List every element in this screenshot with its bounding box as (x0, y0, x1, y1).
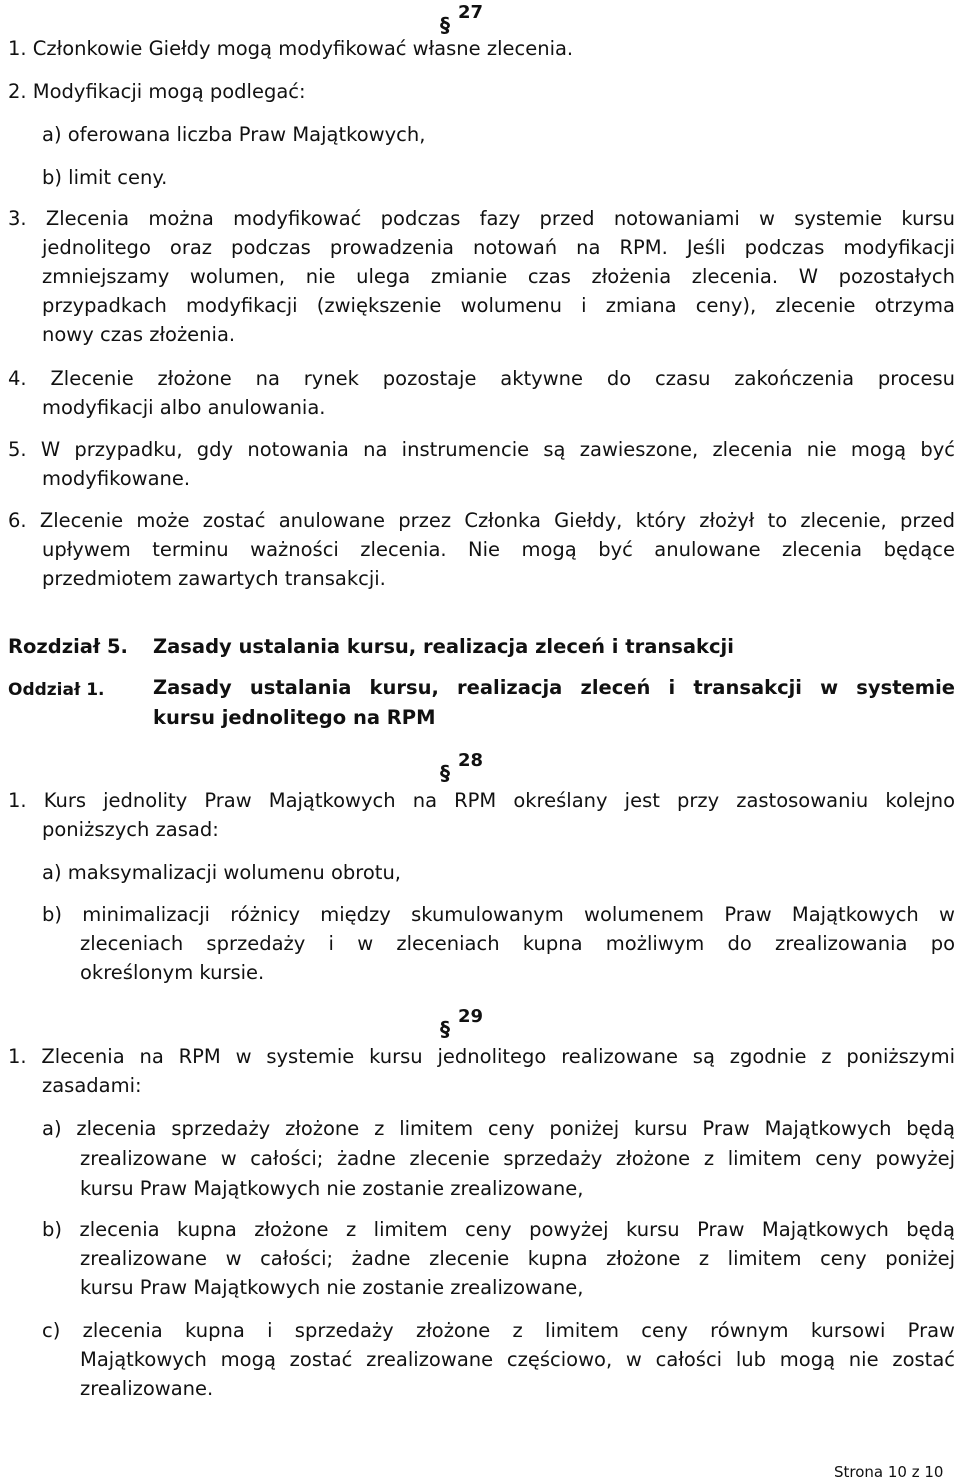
s27-item-2b: b) limit ceny. (42, 166, 168, 189)
s28-item-1a: a) maksymalizacji wolumenu obrotu, (42, 861, 402, 884)
s27-item-6-line1: 6. Zlecenie może zostać anulowane przez Członka Giełdy, który złożył to zlecenie, przed (8, 509, 955, 532)
chapter-title: Zasady ustalania kursu, realizacja zleceń i transakcji (153, 635, 734, 658)
s28-item-1-line1: 1. Kurs jednolity Praw Majątkowych na RPM określany jest przy zastosowaniu kolejno (8, 789, 955, 812)
s27-item-1: 1. Członkowie Giełdy mogą modyfikować własne zlecenia. (8, 37, 574, 60)
s27-item-5-line2: modyfikowane. (42, 467, 191, 490)
s28-item-1-line2: poniższych zasad: (42, 818, 219, 841)
s29-item-1b-line1: b) zlecenia kupna złożone z limitem ceny powyżej kursu Praw Majątkowych będą (42, 1218, 955, 1241)
s29-item-1a-line2: zrealizowane w całości; żadne zlecenie sprzedaży złożone z limitem ceny powyżej (80, 1147, 955, 1170)
s27-item-3-line5: nowy czas złożenia. (42, 323, 236, 346)
s27-item-3-line1: 3. Zlecenia można modyfikować podczas fazy przed notowaniami w systemie kursu (8, 207, 955, 230)
s27-item-3-line2: jednolitego oraz podczas prowadzenia notowań na RPM. Jeśli podczas modyfikacji (42, 236, 955, 259)
section-number: 29 (458, 1006, 484, 1027)
s27-item-2: 2. Modyfikacji mogą podlegać: (8, 80, 306, 103)
subsection-title-line1: Zasady ustalania kursu, realizacja zleceń i transakcji w systemie (153, 676, 955, 699)
s27-item-3-line4: przypadkach modyfikacji (zwiększenie wolumenu i zmiana ceny), zlecenie otrzyma (42, 294, 955, 317)
s29-item-1b-line2: zrealizowane w całości; żadne zlecenie kupna złożone z limitem ceny poniżej (80, 1247, 955, 1270)
s29-item-1c-line2: Majątkowych mogą zostać zrealizowane częściowo, w całości lub mogą nie zostać (80, 1348, 955, 1371)
section-sign: § (440, 1017, 450, 1041)
s29-item-1a-line1: a) zlecenia sprzedaży złożone z limitem ceny poniżej kursu Praw Majątkowych będą (42, 1117, 955, 1140)
s27-item-6-line2: upływem terminu ważności zlecenia. Nie mogą być anulowane zlecenia będące (42, 538, 955, 561)
s29-item-1c-line1: c) zlecenia kupna i sprzedaży złożone z limitem ceny równym kursowi Praw (42, 1319, 955, 1342)
s29-item-1c-line3: zrealizowane. (80, 1377, 214, 1400)
s27-item-4-line1: 4. Zlecenie złożone na rynek pozostaje aktywne do czasu zakończenia procesu (8, 367, 955, 390)
section-sign: § (440, 761, 450, 785)
s29-item-1-line2: zasadami: (42, 1074, 142, 1097)
s29-item-1-line1: 1. Zlecenia na RPM w systemie kursu jednolitego realizowane są zgodnie z poniższymi (8, 1045, 955, 1068)
section-sign: § (440, 13, 450, 37)
s27-item-6-line3: przedmiotem zawartych transakcji. (42, 567, 386, 590)
s29-item-1b-line3: kursu Praw Majątkowych nie zostanie zrealizowane, (80, 1276, 584, 1299)
subsection-label: Oddział 1. (8, 680, 105, 700)
section-number: 27 (458, 2, 484, 23)
s28-item-1b-line2: zleceniach sprzedaży i w zleceniach kupna możliwym do zrealizowania po (80, 932, 955, 955)
section-number: 28 (458, 750, 484, 771)
s27-item-4-line2: modyfikacji albo anulowania. (42, 396, 326, 419)
page-number-footer: Strona 10 z 10 (834, 1463, 944, 1481)
s28-item-1b-line3: określonym kursie. (80, 961, 265, 984)
chapter-label: Rozdział 5. (8, 635, 128, 658)
s27-item-5-line1: 5. W przypadku, gdy notowania na instrumencie są zawieszone, zlecenia nie mogą być (8, 438, 955, 461)
s28-item-1b-line1: b) minimalizacji różnicy między skumulowanym wolumenem Praw Majątkowych w (42, 903, 955, 926)
s27-item-2a: a) oferowana liczba Praw Majątkowych, (42, 123, 426, 146)
s27-item-3-line3: zmniejszamy wolumen, nie ulega zmianie czas złożenia zlecenia. W pozostałych (42, 265, 955, 288)
s29-item-1a-line3: kursu Praw Majątkowych nie zostanie zrealizowane, (80, 1177, 584, 1200)
subsection-title-line2: kursu jednolitego na RPM (153, 706, 436, 729)
